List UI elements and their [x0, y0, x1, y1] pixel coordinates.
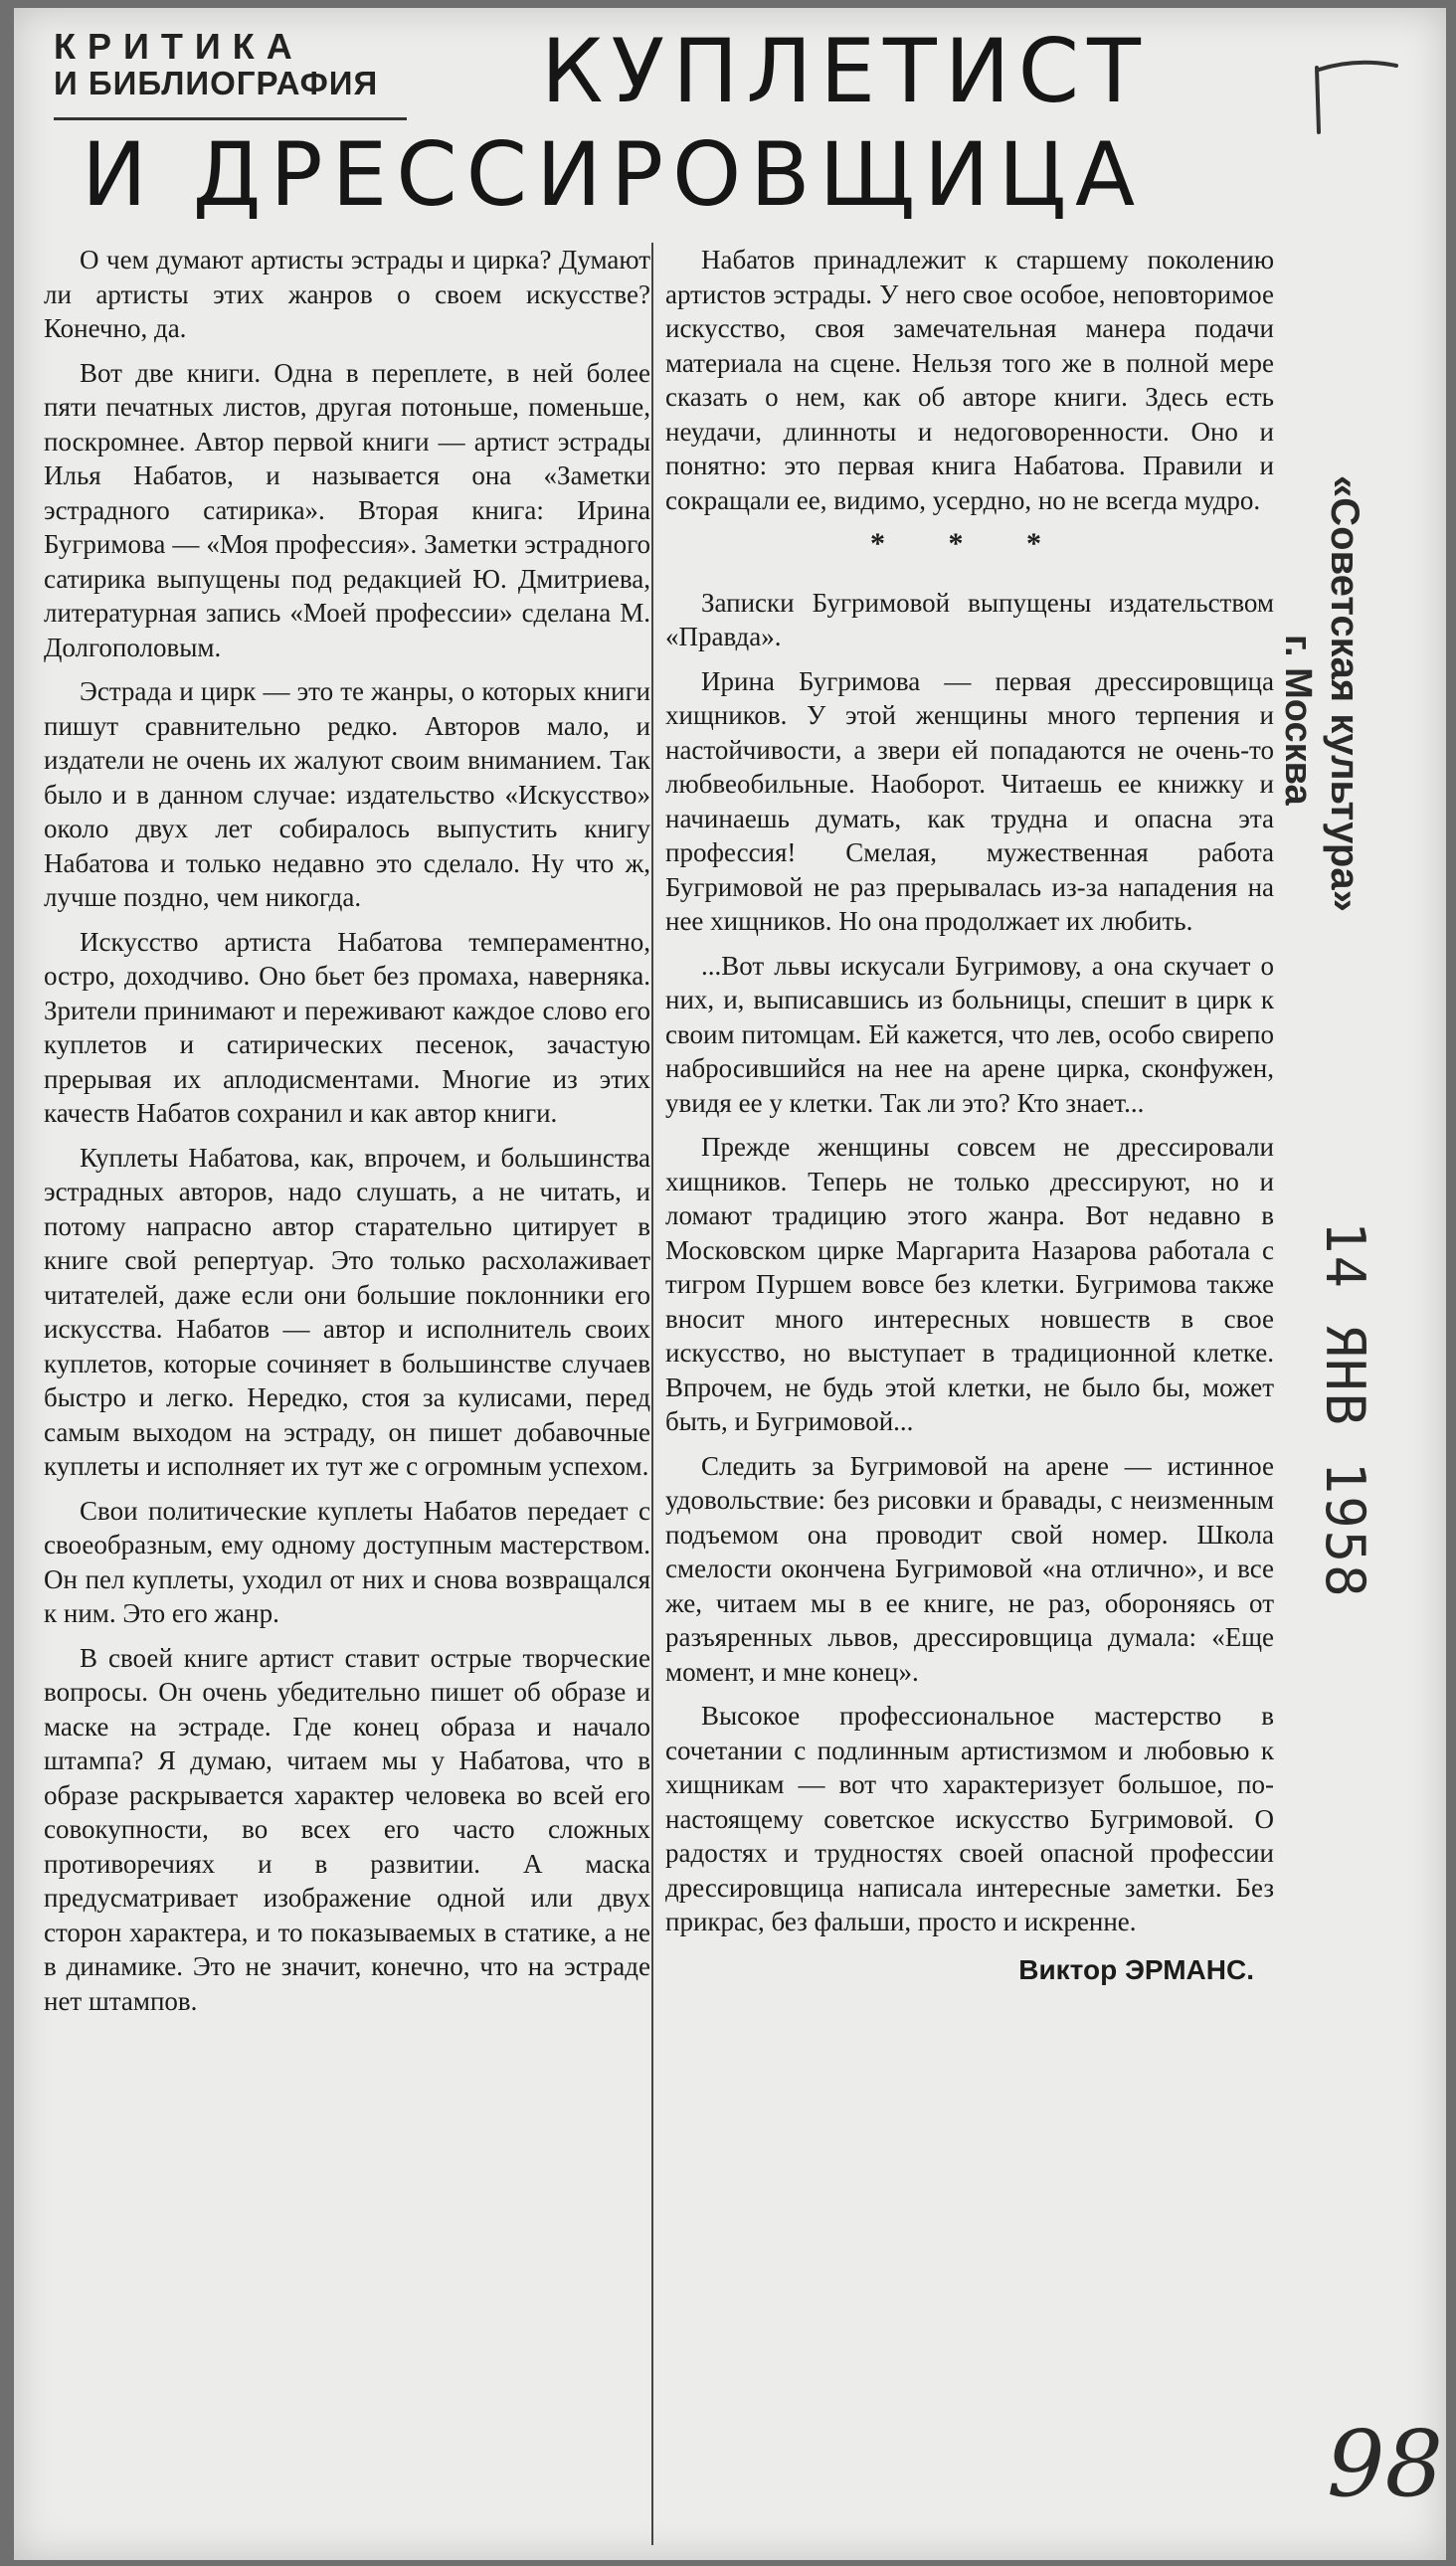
paragraph: Свои политические куплеты Набатов передает с своеобразным, ему одному доступным мастерством. Он пел куплеты, уходил от них и снова возвращался к ним. Это его жанр.: [44, 1495, 650, 1628]
paragraph: Вот две книги. Одна в переплете, в ней более пяти печатных листов, другая потоньше, поменьше, поскромнее. Автор первой книги — артист эстрады Илья Набатов, и называется она «Заметки эстрадного сатирика». Вторая книга: Ирина Бугримова — «Моя профессия». Заметки эстрадного сатирика выпущены под редакцией Ю. Дмитриева, литературная запись «Моей профессии» сделана М. Долгополовым.: [44, 357, 650, 662]
paragraph: Куплеты Набатова, как, впрочем, и большинства эстрадных авторов, надо слушать, а не читать, и потому напрасно автор старательно цитирует в книге свой репертуар. Это только расхолаживает читателей, даже если они большие поклонники его искусства. Набатов — автор и исполнитель своих куплетов, которые сочиняет в большинстве случаев быстро и легко. Нередко, стоя за кулисами, перед самым выходом на эстраду, он пишет добавочные куплеты и исполняет их тут же с огромным успехом.: [44, 1142, 650, 1481]
paragraph: В своей книге артист ставит острые творческие вопросы. Он очень убедительно пишет об образе и маске на эстраде. Где конец образа и начало штампа? Я думаю, читаем мы у Набатова, что в образе раскрывается характер человека во всей его совокупности, во всех его часто сложных противоречиях и в развитии. А маска предусматривает изображение одной или двух сторон характера, и то показываемых в статике, а не в динамике. Это не значит, конечно, что на эстраде нет штампов.: [44, 1642, 650, 2016]
paragraph: О чем думают артисты эстрады и цирка? Думают ли артисты этих жанров о своем искусстве? Конечно, да.: [44, 245, 650, 343]
right-column-bottom: [665, 586, 1274, 1939]
handwritten-mark-text: 5: [1297, 48, 1298, 49]
date-stamp: [1314, 1221, 1384, 1599]
paragraph: Искусство артиста Набатова темпераментно, остро, доходчиво. Оно бьет без промаха, наверняка. Зрители принимают и переживают каждое слово его куплетов и сатирических песенок, зачастую прерывая их аплодисментами. Многие из этих качеств Набатов сохранил и как автор книги.: [44, 926, 650, 1128]
paragraph: Набатов принадлежит к старшему поколению артистов эстрады. У него свое особое, неповторимое искусство, своя замечательная манера подачи материала на сцене. Нельзя того же в полной мере сказать о нем, как об авторе книги. Здесь есть неудачи, длинноты и недоговоренности. Оно и понятно: это первая книга Набатова. Правили и сокращали ее, видимо, усердно, но не всегда мудро.: [665, 245, 1274, 515]
article: [14, 8, 1297, 2560]
section-label-line2: И БИБЛИОГРАФИЯ: [54, 65, 379, 101]
author-signature: Виктор ЭРМАНС.: [1018, 1953, 1254, 1985]
headline-line1: КУПЛЕТИСТ: [541, 20, 1149, 122]
newspaper-clipping: [14, 8, 1446, 2560]
stamp-date-text: 14 ЯНВ 1958: [1314, 1221, 1376, 1599]
handwritten-mark: [1297, 48, 1406, 147]
column-divider: [651, 243, 653, 2545]
headline-line2: И ДРЕССИРОВЩИЦА: [82, 123, 1145, 226]
handwritten-page-number-text: 98: [1327, 2411, 1444, 2517]
left-column: [44, 243, 650, 2028]
section-separator: * * *: [870, 527, 1069, 560]
right-column-top: [665, 243, 1274, 517]
paragraph: Ирина Бугримова — первая дрессировщица хищников. У этой женщины много терпения и настойчивости, а звери ей попадаются не очень-то любвеобильные. Наоборот. Читаешь ее книжку и начинаешь думать, как трудна и опасна эта профессия! Смелая, мужественная работа Бугримовой не раз прерывалась из-за нападения на нее хищников. Но она продолжает их любить.: [665, 665, 1274, 936]
handwritten-page-number: [1327, 2411, 1456, 2524]
stamp-newspaper-name: «Советская культура»: [1323, 475, 1366, 912]
section-label-rule: [54, 117, 407, 120]
stamp-city: г. Москва: [1277, 635, 1319, 806]
paragraph: Следить за Бугримовой на арене — истинное удовольствие: без рисовки и бравады, с неизменным подъемом она проводит свой номер. Школа смелости окончена Бугримовой «на отлично», и все же, читаем мы в ее книге, не раз, обороняясь от разъяренных львов, дрессировщица думала: «Еще момент, и мне конец».: [665, 1450, 1274, 1687]
paragraph: Высокое профессиональное мастерство в сочетании с подлинным артистизмом и любовью к хищникам — вот что характеризует большое, по-настоящему советское искусство Бугримовой. О радостях и трудностях своей опасной профессии дрессировщица написала интересные заметки. Без прикрас, без фальши, просто и искренне.: [665, 1701, 1274, 1936]
paragraph: Прежде женщины совсем не дрессировали хищников. Теперь не только дрессируют, но и ломают традицию этого жанра. Вот недавно в Московском цирке Маргарита Назарова работала с тигром Пуршем вовсе без клетки. Бугримова также вносит много интересных новшеств в свое искусство, но выступает в традиционной клетке. Впрочем, не будь этой клетки, не было бы, может быть, и Бугримовой...: [665, 1132, 1274, 1436]
section-label-line1: КРИТИКА: [54, 26, 304, 67]
section-label: [54, 28, 412, 101]
paragraph: Записки Бугримовой выпущены издательством «Правда».: [665, 587, 1274, 651]
paragraph: Эстрада и цирк — это те жанры, о которых книги пишут сравнительно редко. Авторов мало, и издатели не очень их жалуют своим вниманием. Так было и в данном случае: издательство «Искусство» около двух лет собиралось выпустить книгу Набатова и только недавно это сделало. Ну что ж, лучше поздно, чем никогда.: [44, 676, 650, 912]
right-column: [665, 243, 1274, 1987]
paragraph: ...Вот львы искусали Бугримову, а она скучает о них, и, выписавшись из больницы, спешит в цирк к своим питомцам. Ей кажется, что лев, особо свирепо набросившийся на нее на арене цирка, сконфужен, увидя ее у клетки. Так ли это? Кто знает...: [665, 950, 1274, 1118]
